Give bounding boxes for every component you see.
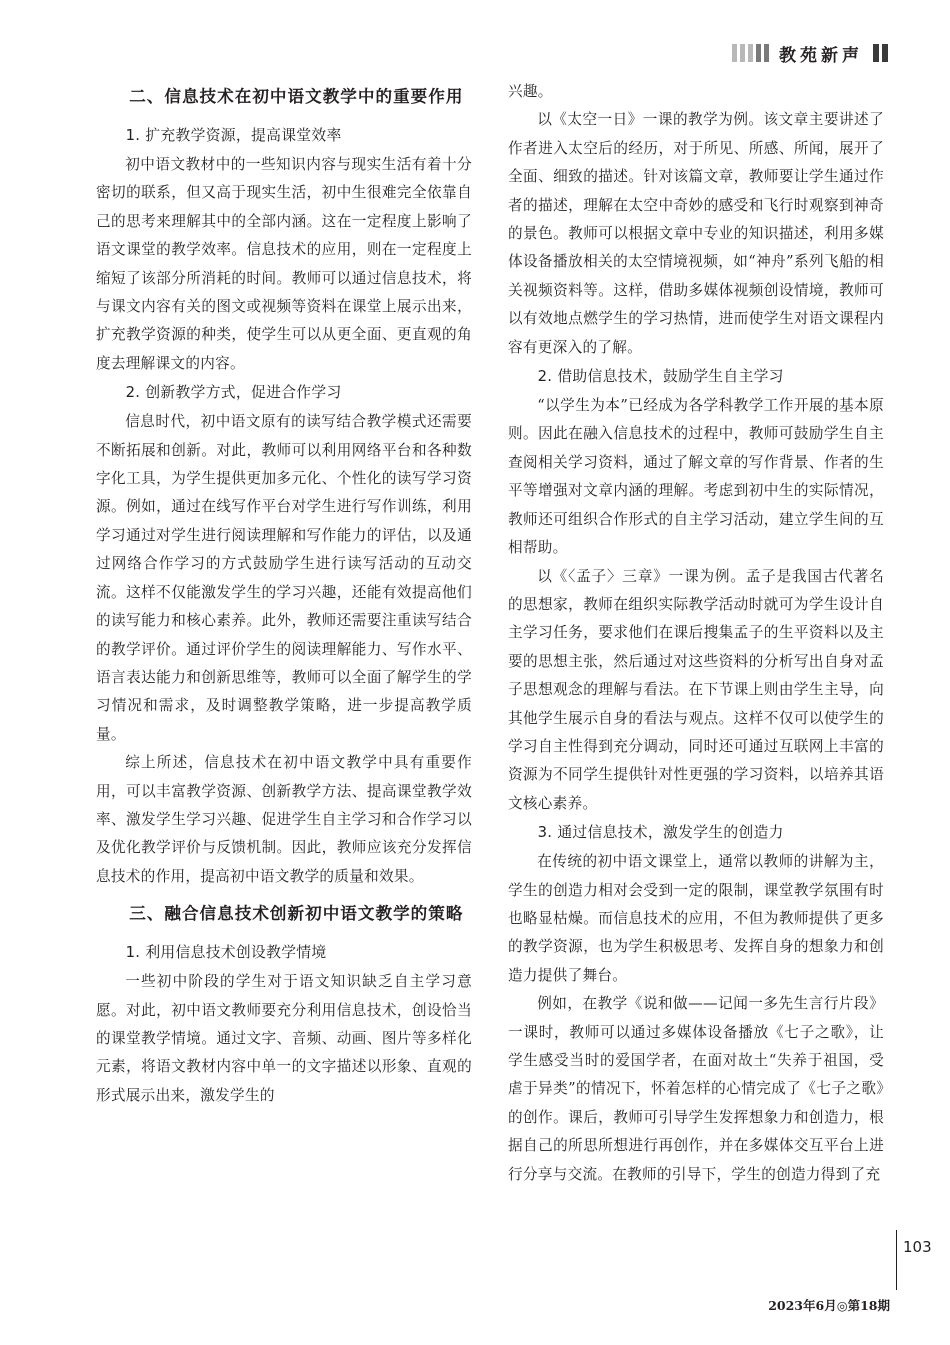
footer-divider xyxy=(896,1230,897,1290)
issue-label: 2023年6月◎第18期 xyxy=(768,1298,890,1313)
section-heading-3: 三、融合信息技术创新初中语文教学的策略 xyxy=(129,904,464,924)
paragraph: 在传统的初中语文课堂上，通常以教师的讲解为主，学生的创造力相对会受到一定的限制，课堂教学氛围有时也略显枯燥。而信息技术的应用，不但为教师提供了更多的教学资源，也为学生积极思考、发挥自身的想象力和创造力提供了舞台。 xyxy=(508,853,884,984)
header-bars-decoration xyxy=(732,44,769,62)
subheading-expand-resources: 1. 扩充教学资源，提高课堂效率 xyxy=(125,127,342,144)
subheading-creativity: 3. 通过信息技术，激发学生的创造力 xyxy=(537,824,784,842)
page-number: 103 xyxy=(903,1238,932,1256)
paragraph: “以学生为本”已经成为各学科教学工作开展的基本原则。因此在融入信息技术的过程中，教师可鼓励学生自主查阅相关学习资料，通过了解文章的写作背景、作者的生平等增强对文章内涵的理解。考虑到初中生的实际情况，教师还可组织合作形式的自主学习活动，建立学生间的互相帮助。 xyxy=(508,397,884,557)
subheading-self-learning: 2. 借助信息技术，鼓励学生自主学习 xyxy=(537,368,784,386)
left-column xyxy=(96,78,472,1110)
paragraph: 信息时代，初中语文原有的读写结合教学模式还需要不断拓展和创新。对此，教师可以利用网络平台和各种数字化工具，为学生提供更加多元化、个性化的读写学习资源。例如，通过在线写作平台对学生进行写作训练，利用学习通过对学生进行阅读理解和写作能力的评估，以及通过网络合作学习的方式鼓励学生进行读写活动的互动交流。这样不仅能激发学生的学习兴趣，还能有效提高他们的读写能力和核心素养。此外，教师还需要注重读写结合的教学评价。通过评价学生的阅读理解能力、写作水平、语言表达能力和创新思维等，教师可以全面了解学生的学习情况和需求，及时调整教学策略，进一步提高教学质量。 xyxy=(96,413,472,743)
running-header xyxy=(732,38,888,68)
paragraph: 以《〈孟子〉三章》一课为例。孟子是我国古代著名的思想家，教师在组织实际教学活动时就可为学生设计自主学习任务，要求他们在课后搜集孟子的生平资料以及主要的思想主张，然后通过对这些资料的分析写出自身对孟子思想观念的理解与看法。在下节课上则由学生主导，向其他学生展示自身的看法与观点。这样不仅可以使学生的学习自主性得到充分调动，同时还可通过互联网上丰富的资源为不同学生提供针对性更强的学习资料，以培养其语文核心素养。 xyxy=(508,567,884,812)
subheading-create-situation: 1. 利用信息技术创设教学情境 xyxy=(125,944,327,962)
right-column xyxy=(508,78,884,1189)
column-title: 教苑新声 xyxy=(779,45,863,66)
paragraph: 例如，在教学《说和做——记闻一多先生言行片段》一课时，教师可以通过多媒体设备播放《七子之歌》，让学生感受当时的爱国学者，在面对故土“失养于祖国，受虐于异类”的情况下，怀着怎样的心情完成了《七子之歌》的创作。课后，教师可引导学生发挥想象力和创造力，根据自己的所思所想进行再创作，并在多媒体交互平台上进行分享与交流。在教师的引导下，学生的创造力得到了充 xyxy=(508,995,884,1183)
section-heading-2: 二、信息技术在初中语文教学中的重要作用 xyxy=(129,87,464,106)
paragraph-continued: 兴趣。 xyxy=(508,83,553,100)
paragraph: 以《太空一日》一课的教学为例。该文章主要讲述了作者进入太空后的经历，对于所见、所感、所闻，展开了全面、细致的描述。针对该篇文章，教师要让学生通过作者的描述，理解在太空中奇妙的感受和飞行时观察到神奇的景色。教师可以根据文章中专业的知识描述，利用多媒体设备播放相关的太空情境视频，如“神舟”系列飞船的相关视频资料等。这样，借助多媒体视频创设情境，教师可以有效地点燃学生的学习热情，进而使学生对语文课程内容有更深入的了解。 xyxy=(508,111,884,356)
paragraph: 初中语文教材中的一些知识内容与现实生活有着十分密切的联系，但又高于现实生活，初中生很难完全依靠自己的思考来理解其中的全部内涵。这在一定程度上影响了语文课堂的教学效率。信息技术的应用，则在一定程度上缩短了该部分所消耗的时间。教师可以通过信息技术，将与课文内容有关的图文或视频等资料在课堂上展示出来，扩充教学资源的种类，使学生可以从更全面、更直观的角度去理解课文的内容。 xyxy=(96,156,472,372)
header-bars-end-decoration xyxy=(873,44,888,62)
paragraph: 一些初中阶段的学生对于语文知识缺乏自主学习意愿。对此，初中语文教师要充分利用信息技术，创设恰当的课堂教学情境。通过文字、音频、动画、图片等多样化元素，将语文教材内容中单一的文字描述以形象、直观的形式展示出来，激发学生的 xyxy=(96,973,472,1104)
paragraph: 综上所述，信息技术在初中语文教学中具有重要作用，可以丰富教学资源、创新教学方法、提高课堂教学效率、激发学生学习兴趣、促进学生自主学习和合作学习以及优化教学评价与反馈机制。因此，教师应该充分发挥信息技术的作用，提高初中语文教学的质量和效果。 xyxy=(96,754,472,885)
subheading-innovate-teaching: 2. 创新教学方式，促进合作学习 xyxy=(125,384,342,402)
